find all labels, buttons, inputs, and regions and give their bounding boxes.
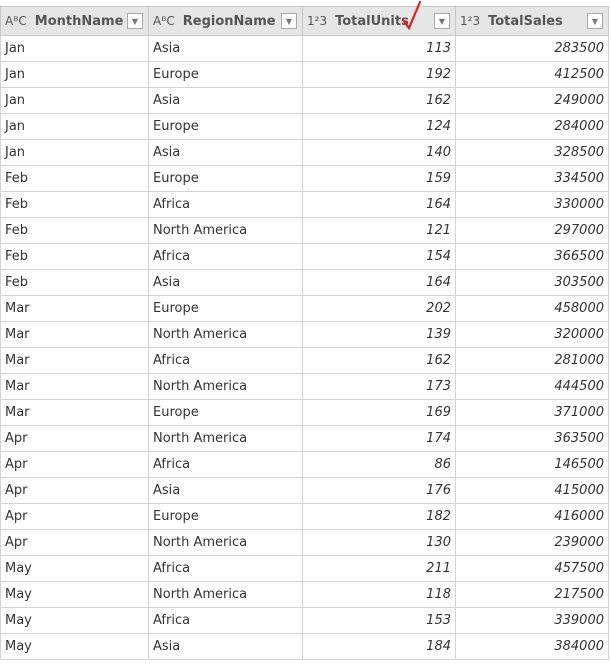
column-name: RegionName [182,13,276,29]
region-cell[interactable]: Africa [149,192,303,218]
total-units-cell[interactable]: 159 [303,166,456,192]
filter-dropdown-icon[interactable]: ▼ [587,13,603,29]
region-cell[interactable]: Europe [149,504,303,530]
region-cell[interactable]: Europe [149,166,303,192]
data-table [0,6,609,660]
total-sales-cell[interactable]: 284000 [456,114,609,140]
total-sales-cell[interactable]: 281000 [456,348,609,374]
table-row [1,322,609,348]
table-row [1,140,609,166]
total-sales-cell[interactable]: 363500 [456,426,609,452]
region-cell[interactable]: Asia [149,140,303,166]
month-cell[interactable]: Feb [1,270,149,296]
total-sales-cell[interactable]: 444500 [456,374,609,400]
filter-dropdown-icon[interactable]: ▼ [127,13,143,29]
total-sales-cell[interactable]: 415000 [456,478,609,504]
month-cell[interactable]: Apr [1,426,149,452]
region-cell[interactable]: North America [149,322,303,348]
total-units-cell[interactable]: 192 [303,62,456,88]
total-sales-cell[interactable]: 249000 [456,88,609,114]
total-sales-cell[interactable]: 339000 [456,608,609,634]
total-sales-cell[interactable]: 283500 [456,36,609,62]
region-cell[interactable]: Asia [149,270,303,296]
filter-dropdown-icon[interactable]: ▼ [434,13,450,29]
month-cell[interactable]: Feb [1,192,149,218]
number-type-icon: 1²3 [307,13,328,28]
column-name: MonthName [34,13,124,29]
table-row [1,452,609,478]
total-sales-cell[interactable]: 371000 [456,400,609,426]
month-cell[interactable]: Jan [1,140,149,166]
total-units-cell[interactable]: 162 [303,348,456,374]
table-row [1,556,609,582]
table-row [1,504,609,530]
total-sales-cell[interactable]: 217500 [456,582,609,608]
region-cell[interactable]: North America [149,374,303,400]
table-row [1,426,609,452]
table-row [1,62,609,88]
table-row [1,530,609,556]
month-cell[interactable]: May [1,582,149,608]
region-cell[interactable]: North America [149,218,303,244]
total-units-cell[interactable]: 182 [303,504,456,530]
total-units-cell[interactable]: 202 [303,296,456,322]
region-cell[interactable]: Africa [149,556,303,582]
month-cell[interactable]: Jan [1,62,149,88]
total-units-cell[interactable]: 140 [303,140,456,166]
column-header-totalunits[interactable] [303,7,456,36]
total-units-cell[interactable]: 211 [303,556,456,582]
table-row [1,36,609,62]
month-cell[interactable]: Feb [1,166,149,192]
total-units-cell[interactable]: 184 [303,634,456,660]
month-cell[interactable]: Mar [1,374,149,400]
month-cell[interactable]: Jan [1,114,149,140]
region-cell[interactable]: North America [149,582,303,608]
total-units-cell[interactable]: 162 [303,88,456,114]
total-sales-cell[interactable]: 239000 [456,530,609,556]
column-name: TotalUnits [335,13,409,29]
total-units-cell[interactable]: 164 [303,270,456,296]
total-sales-cell[interactable]: 146500 [456,452,609,478]
region-cell[interactable]: Africa [149,348,303,374]
table-row [1,608,609,634]
month-cell[interactable]: May [1,634,149,660]
total-sales-cell[interactable]: 303500 [456,270,609,296]
table-row [1,582,609,608]
total-units-cell[interactable]: 113 [303,36,456,62]
region-cell[interactable]: Asia [149,88,303,114]
month-cell[interactable]: Apr [1,478,149,504]
table-row [1,374,609,400]
total-units-cell[interactable]: 118 [303,582,456,608]
table-row [1,348,609,374]
total-units-cell[interactable]: 174 [303,426,456,452]
total-sales-cell[interactable]: 416000 [456,504,609,530]
table-row [1,192,609,218]
table-row [1,244,609,270]
column-header-regionname[interactable] [149,7,303,36]
region-cell[interactable]: North America [149,426,303,452]
month-cell[interactable]: May [1,556,149,582]
table-row [1,270,609,296]
column-name: TotalSales [488,13,563,29]
table-row [1,218,609,244]
region-cell[interactable]: Europe [149,296,303,322]
month-cell[interactable]: Mar [1,296,149,322]
month-cell[interactable]: Mar [1,348,149,374]
text-type-icon: AᴮC [153,13,175,28]
table-row [1,400,609,426]
total-sales-cell[interactable]: 328500 [456,140,609,166]
total-units-cell[interactable]: 164 [303,192,456,218]
total-units-cell[interactable]: 154 [303,244,456,270]
month-cell[interactable]: Feb [1,244,149,270]
table-row [1,88,609,114]
total-sales-cell[interactable]: 412500 [456,62,609,88]
total-sales-cell[interactable]: 334500 [456,166,609,192]
column-header-totalsales[interactable] [456,7,609,36]
month-cell[interactable]: Mar [1,322,149,348]
month-cell[interactable]: Apr [1,504,149,530]
total-sales-cell[interactable]: 297000 [456,218,609,244]
month-cell[interactable]: Mar [1,400,149,426]
region-cell[interactable]: Europe [149,62,303,88]
table-row [1,478,609,504]
month-cell[interactable]: Jan [1,36,149,62]
region-cell[interactable]: Asia [149,36,303,62]
table-row [1,296,609,322]
region-cell[interactable]: Africa [149,608,303,634]
month-cell[interactable]: Jan [1,88,149,114]
red-checkmark-icon [400,0,424,32]
total-units-cell[interactable]: 169 [303,400,456,426]
total-sales-cell[interactable]: 366500 [456,244,609,270]
header-row [1,7,609,36]
filter-dropdown-icon[interactable]: ▼ [281,13,297,29]
column-header-monthname[interactable] [1,7,149,36]
total-sales-cell[interactable]: 457500 [456,556,609,582]
total-sales-cell[interactable]: 458000 [456,296,609,322]
region-cell[interactable]: Europe [149,400,303,426]
region-cell[interactable]: Europe [149,114,303,140]
total-units-cell[interactable]: 139 [303,322,456,348]
total-units-cell[interactable]: 173 [303,374,456,400]
month-cell[interactable]: Apr [1,452,149,478]
table-row [1,166,609,192]
month-cell[interactable]: Feb [1,218,149,244]
month-cell[interactable]: May [1,608,149,634]
total-units-cell[interactable]: 153 [303,608,456,634]
number-type-icon: 1²3 [460,13,481,28]
total-units-cell[interactable]: 130 [303,530,456,556]
region-cell[interactable]: Africa [149,244,303,270]
region-cell[interactable]: Africa [149,452,303,478]
month-cell[interactable]: Apr [1,530,149,556]
region-cell[interactable]: Asia [149,478,303,504]
total-sales-cell[interactable]: 320000 [456,322,609,348]
total-units-cell[interactable]: 86 [303,452,456,478]
total-units-cell[interactable]: 121 [303,218,456,244]
total-units-cell[interactable]: 124 [303,114,456,140]
total-sales-cell[interactable]: 384000 [456,634,609,660]
text-type-icon: AᴮC [5,13,27,28]
total-units-cell[interactable]: 176 [303,478,456,504]
total-sales-cell[interactable]: 330000 [456,192,609,218]
table-row [1,634,609,660]
table-row [1,114,609,140]
region-cell[interactable]: Asia [149,634,303,660]
region-cell[interactable]: North America [149,530,303,556]
